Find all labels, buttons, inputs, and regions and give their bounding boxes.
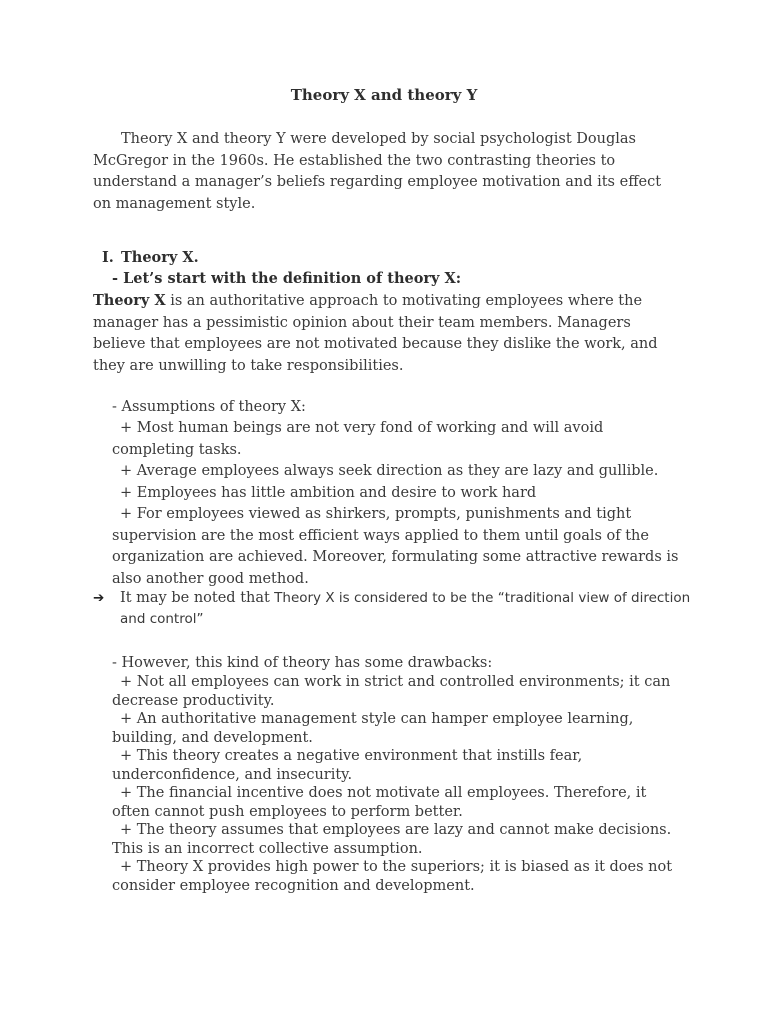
bullet-marker: + [120, 859, 133, 875]
note-text-block [93, 588, 693, 630]
definition-subheading: - Let’s start with the definition of theory X: [112, 270, 462, 287]
list-item [112, 673, 682, 710]
section-number: I. [102, 249, 114, 266]
list-item [112, 461, 682, 483]
list-item-text: For employees viewed as shirkers, prompts, punishments and tight supervision are the most efficient ways applied to them until goals of the organization are achieved. Moreover, formulating some attractive rewards is also another good method. [112, 506, 679, 587]
list-item [112, 418, 682, 461]
list-item [112, 504, 682, 590]
drawbacks-list [112, 673, 682, 895]
definition-text: is an authoritative approach to motivating employees where the manager has a pessimistic opinion about their team members. Managers believe that employees are not motivated because they dislike the work, and they are unwilling to take responsibilities. [93, 293, 658, 374]
bullet-marker: + [120, 506, 133, 522]
bullet-marker: + [120, 748, 133, 764]
definition-term: Theory X [93, 292, 166, 309]
bullet-marker: + [120, 674, 133, 690]
bullet-marker: + [120, 711, 133, 727]
assumptions-label: - Assumptions of theory X: [112, 399, 306, 415]
note-paragraph [93, 588, 693, 630]
list-item-text: The theory assumes that employees are lazy and cannot make decisions. This is an incorrect collective assumption. [112, 822, 672, 857]
list-item [112, 710, 682, 747]
list-item-text: The financial incentive does not motivate all employees. Therefore, it often cannot push employees to perform better. [112, 785, 647, 820]
list-item-text: Theory X provides high power to the superiors; it is biased as it does not consider employee recognition and development. [112, 859, 673, 894]
bullet-marker: + [120, 822, 133, 838]
section-heading [102, 248, 199, 268]
section-title: Theory X. [121, 249, 199, 266]
list-item-text: Not all employees can work in strict and controlled environments; it can decrease productivity. [112, 674, 671, 709]
list-item-text: Average employees always seek direction as they are lazy and gullible. [136, 463, 659, 479]
list-item [112, 784, 682, 821]
note-lead: It may be noted that [120, 590, 270, 606]
drawbacks-label: - However, this kind of theory has some drawbacks: [112, 655, 493, 671]
definition-paragraph [93, 290, 683, 377]
intro-paragraph: Theory X and theory Y were developed by social psychologist Douglas McGregor in the 1960s. He established the two contrasting theories to understand a manager’s beliefs regarding employee motivation and its effect on management style. [93, 131, 662, 212]
list-item [112, 821, 682, 858]
list-item [112, 483, 682, 505]
assumptions-list [112, 418, 682, 590]
bullet-marker: + [120, 785, 133, 801]
bullet-marker: + [120, 463, 133, 479]
list-item-text: Most human beings are not very fond of working and will avoid completing tasks. [112, 420, 604, 458]
list-item-text: An authoritative management style can hamper employee learning, building, and development. [112, 711, 634, 746]
list-item [112, 747, 682, 784]
list-item-text: Employees has little ambition and desire to work hard [136, 484, 537, 501]
list-item-text: This theory creates a negative environment that instills fear, underconfidence, and insecurity. [112, 748, 583, 783]
right-arrow-icon: ➔ [93, 590, 105, 606]
document-title: Theory X and theory Y [290, 86, 478, 104]
note-text: Theory X is considered to be the “traditional view of direction and control” [120, 590, 691, 627]
list-item [112, 858, 682, 895]
bullet-marker: + [120, 484, 133, 501]
bullet-marker: + [120, 420, 133, 436]
